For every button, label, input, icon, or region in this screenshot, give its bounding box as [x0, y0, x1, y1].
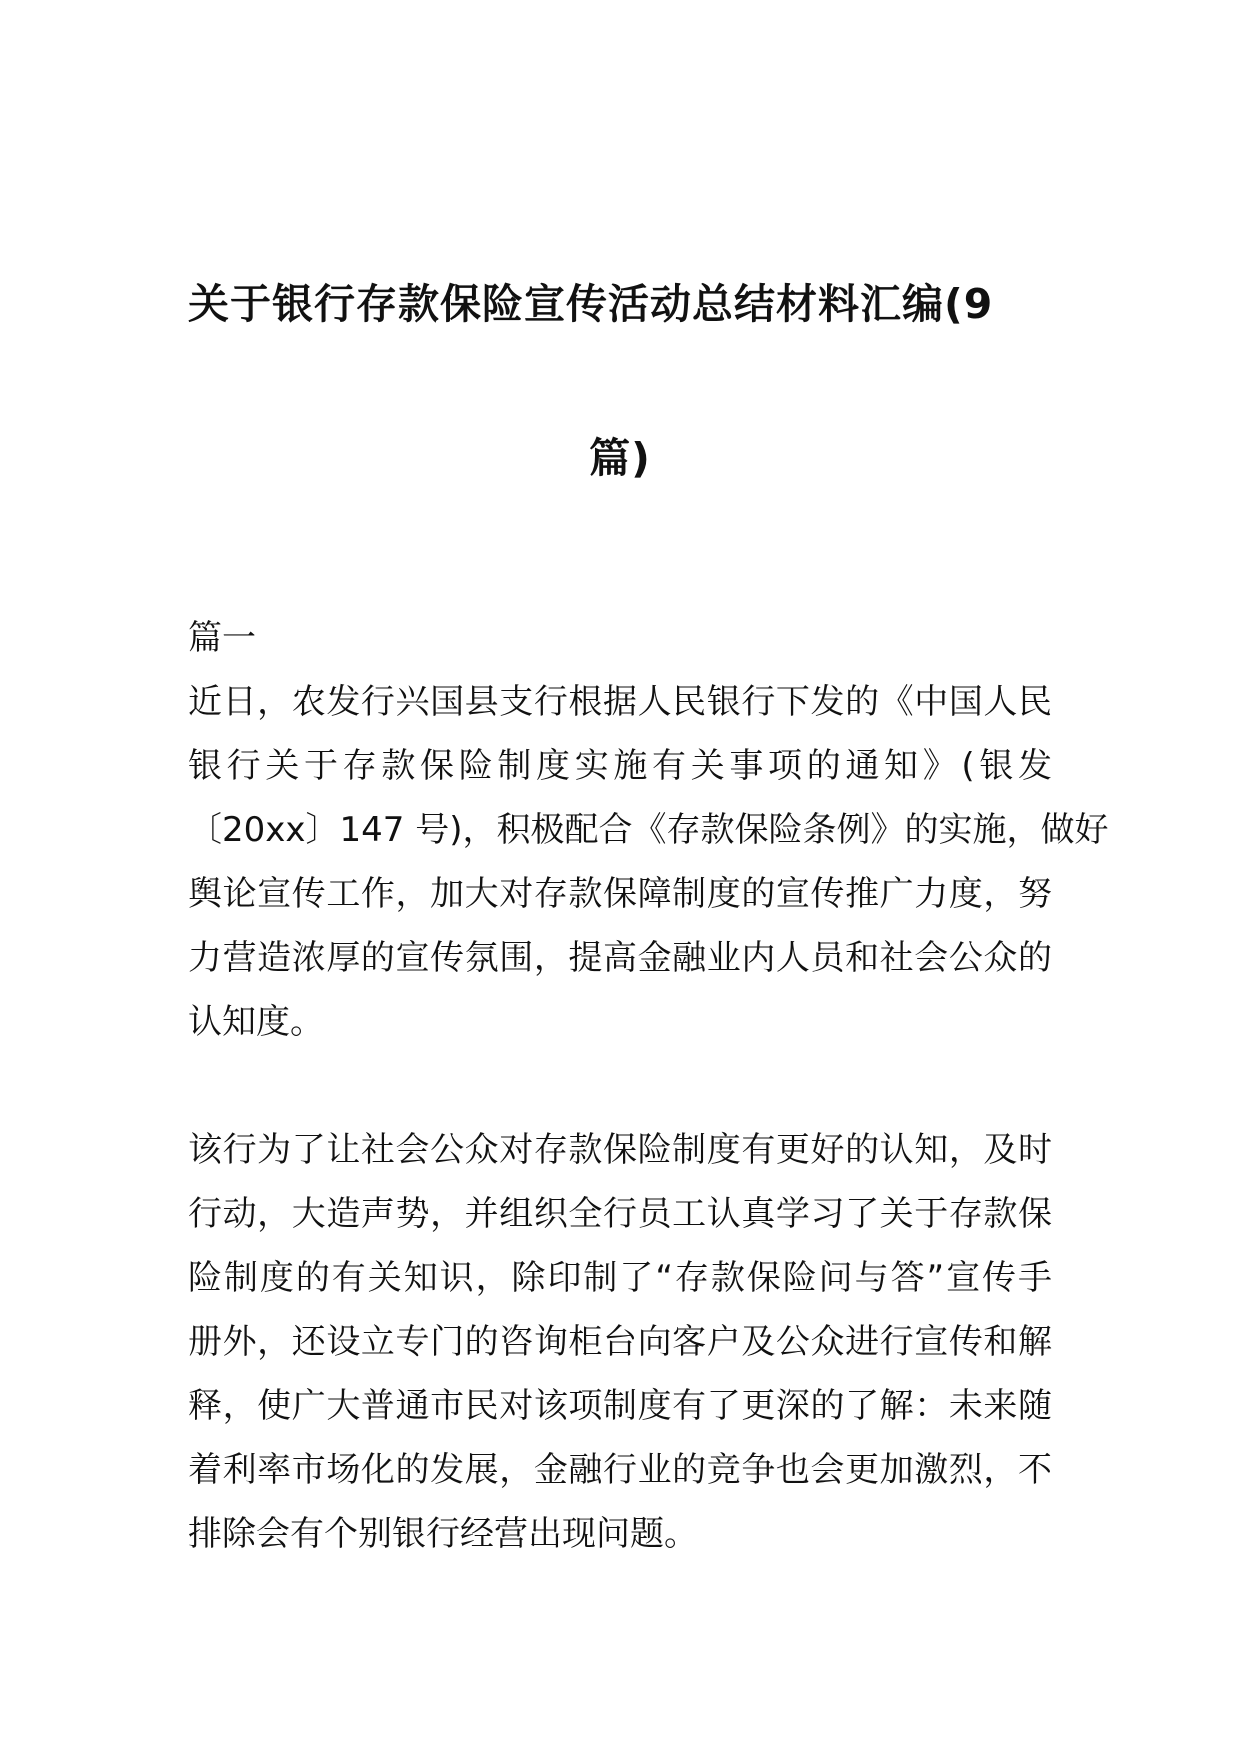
paragraph-1-line: 认知度。 [188, 1002, 324, 1042]
paragraph-1-line: 〔20xx〕147 号)，积极配合《存款保险条例》的实施，做好 [188, 810, 1109, 850]
paragraph-1-line: 近日，农发行兴国县支行根据人民银行下发的《中国人民 [188, 682, 1052, 722]
paragraph-1-line: 银行关于存款保险制度实施有关事项的通知》(银发 [188, 746, 1052, 786]
section-label: 篇一 [188, 618, 256, 658]
paragraph-2-line: 行动，大造声势，并组织全行员工认真学习了关于存款保 [188, 1194, 1052, 1234]
paragraph-2-line: 册外，还设立专门的咨询柜台向客户及公众进行宣传和解 [188, 1322, 1052, 1362]
paragraph-1-line: 力营造浓厚的宣传氛围，提高金融业内人员和社会公众的 [188, 938, 1052, 978]
paragraph-2-line: 险制度的有关知识，除印制了“存款保险问与答”宣传手 [188, 1258, 1052, 1298]
document-title-line-2: 篇) [589, 434, 651, 482]
paragraph-2-line: 排除会有个别银行经营出现问题。 [188, 1514, 698, 1554]
paragraph-2-line: 该行为了让社会公众对存款保险制度有更好的认知，及时 [188, 1130, 1052, 1170]
paragraph-2-line: 释，使广大普通市民对该项制度有了更深的了解：未来随 [188, 1386, 1052, 1426]
paragraph-2-line: 着利率市场化的发展，金融行业的竞争也会更加激烈，不 [188, 1450, 1052, 1490]
paragraph-1-line: 舆论宣传工作，加大对存款保障制度的宣传推广力度，努 [188, 874, 1052, 914]
document-title-line-1: 关于银行存款保险宣传活动总结材料汇编(9 [188, 280, 994, 328]
